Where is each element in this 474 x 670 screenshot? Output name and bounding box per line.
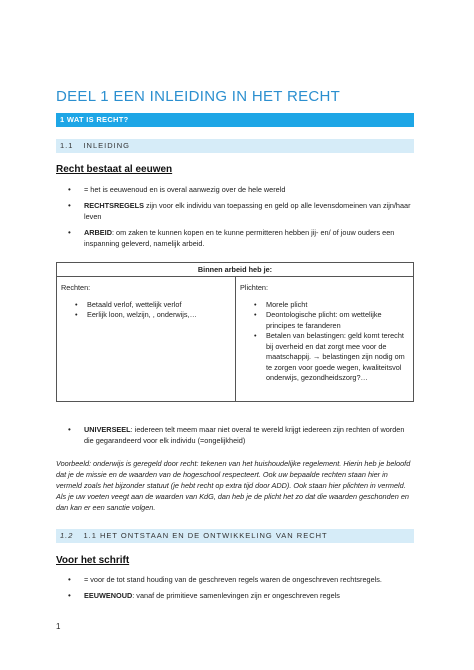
table-header: Binnen arbeid heb je: xyxy=(57,263,413,277)
heading-voor-het-schrift: Voor het schrift xyxy=(56,555,130,566)
subsection-heading xyxy=(56,139,414,153)
section-heading: 1 WAT IS RECHT? xyxy=(56,113,414,127)
table-list-item: • Morele plicht xyxy=(240,300,409,311)
bullet-list-1 xyxy=(56,184,414,254)
subsection-title: INLEIDING xyxy=(83,141,130,150)
table-list-item: • Betaald verlof, wettelijk verlof xyxy=(61,300,231,311)
table-list-item: • Deontologische plicht: om wettelijke principes te faranderen xyxy=(240,310,409,331)
bullet-list-3 xyxy=(56,574,414,606)
list-item: • EEUWENOUD: vanaf de primitieve samenlevingen zijn er ongeschreven regels xyxy=(56,590,414,601)
list-item: • = het is eeuwenoud en is overal aanwezig over de hele wereld xyxy=(56,184,414,195)
subsection-2-heading xyxy=(56,529,414,543)
table-list-item: • Eerlijk loon, welzijn, , onderwijs,… xyxy=(61,310,231,321)
table-column-plichten xyxy=(235,277,413,402)
table-column-rechten xyxy=(57,277,235,402)
bullet-list-2 xyxy=(56,424,414,451)
list-item: • RECHTSREGELS zijn voor elk individu van toepassing en geld op alle levensdomeinen van zijn/haar leven xyxy=(56,200,414,222)
arbeid-table xyxy=(56,262,414,402)
column-title: Plichten: xyxy=(240,283,268,292)
example-paragraph: Voorbeeld: onderwijs is geregeld door recht: tekenen van het huishoudelijke regelement. Hierin heb je beloofd dat je de missie en de waarden van de hogeschool respecteert. Ook uw bepaalde rechten staan hier in vermeld zoals het bijzonder statuut (je hebt recht op extra tijd door ADD). Ook staan hier plichten in vermeld. Als je uw voeten veegt aan de waarden van KdG, dan heb je de plicht het zo dat die waarden geschonden en dan kan er een sanctie volgen. xyxy=(56,459,411,512)
list-item: • = voor de tot stand houding van de geschreven regels waren de ongeschreven rechtsregels. xyxy=(56,574,414,585)
list-item: • ARBEID: om zaken te kunnen kopen en te kunne permitteren hebben jij- en/ of jouw ouders een inspanning geleverd, namelijk arbeid. xyxy=(56,227,414,249)
list-item: • UNIVERSEEL: iedereen telt meem maar niet overal te wereld krijgt iedereen zijn rechten of worden die gegarandeerd voor elk individu (=ongelijkheid) xyxy=(56,424,414,446)
column-title: Rechten: xyxy=(61,283,91,292)
subsection-2-title: 1.1 HET ONTSTAAN EN DE ONTWIKKELING VAN RECHT xyxy=(83,531,328,540)
table-list-item: • Betalen van belastingen: geld komt terecht bij overheid en dat zorgt mee voor de maatschappij. → belastingen zijn nodig om te zorgen voor goede wegen, kwaliteitsvol onderwijs, gezondheidszorg?… xyxy=(240,331,409,384)
subsection-number: 1.1 xyxy=(60,141,74,150)
heading-recht-bestaat: Recht bestaat al eeuwen xyxy=(56,164,173,175)
page-number: 1 xyxy=(56,622,61,631)
document-title: DEEL 1 EEN INLEIDING IN HET RECHT xyxy=(56,88,341,105)
subsection-2-number: 1.2 xyxy=(60,531,74,540)
